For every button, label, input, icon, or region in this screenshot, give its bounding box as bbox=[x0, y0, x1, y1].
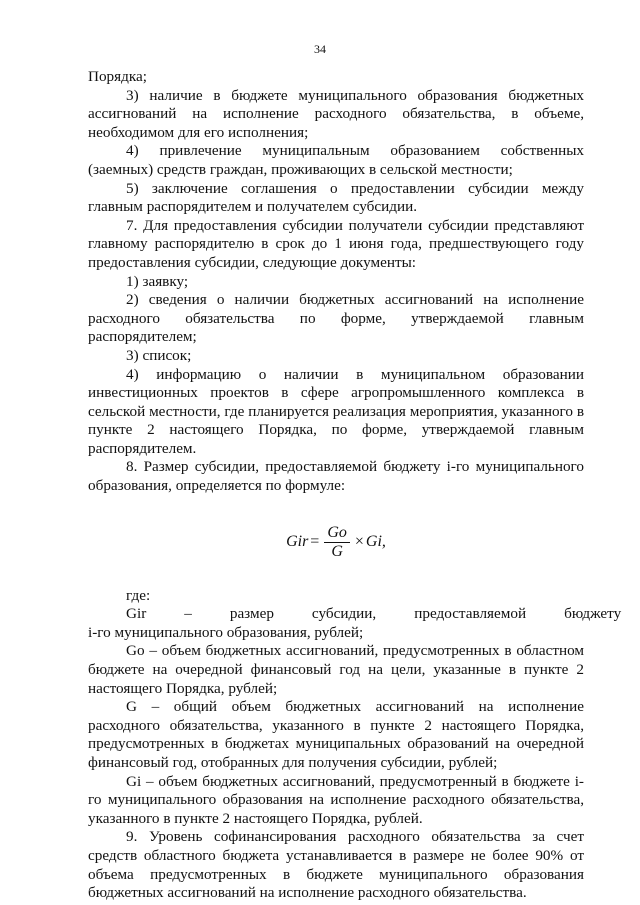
paragraph-top-5: 1) заявку; bbox=[126, 272, 189, 290]
formula-lhs: Gir bbox=[286, 532, 309, 550]
paragraph-bottom-2: Gi – объем бюджетных ассигнований, предусмотренный в бюджете i-го муниципального образования на исполнение расходного обязательства, указанного в пункте 2 настоящего Порядка, рублей. bbox=[88, 772, 584, 827]
paragraph-top-0: Порядка; bbox=[88, 68, 147, 85]
gir-definition-word: – bbox=[184, 605, 192, 623]
document-body bbox=[88, 68, 622, 903]
paragraph-top-6: 2) сведения о наличии бюджетных ассигнований на исполнение расходного обязательства по форме, утверждаемой главным распорядителем; bbox=[88, 291, 584, 346]
paragraph-top-8: 4) информацию о наличии в муниципальном образовании инвестиционных проектов в сфере агропромышленного комплекса в сельской местности, где планируется реализация мероприятия, указанного в пункте 2 настоящего Порядка, по форме, утверждаемой главным распорядителем. bbox=[88, 365, 584, 457]
gir-definition-word: предоставляемой bbox=[414, 605, 527, 623]
where-label: где: bbox=[126, 586, 151, 604]
formula-denominator: G bbox=[331, 542, 343, 560]
paragraph-bottom-1: G – общий объем бюджетных ассигнований на исполнение расходного обязательства, указанного в пункте 2 настоящего Порядка, предусмотренных в бюджетах муниципальных образований на очередной финансовый год, отобранных для получения субсидии, рублей; bbox=[88, 698, 584, 771]
paragraph-bottom-3: 9. Уровень софинансирования расходного обязательства за счет средств областного бюджета устанавливается в размере не более 90% от объема предусмотренных в бюджете муниципального образования бюджетных ассигнований на исполнение расходного обязательства. bbox=[88, 828, 584, 902]
page-number: 34 bbox=[314, 42, 326, 56]
formula-fraction bbox=[324, 524, 350, 561]
gir-definition-word: Gir bbox=[126, 605, 147, 623]
paragraph-bottom-0: Go – объем бюджетных ассигнований, предусмотренных в областном бюджете на очередной финансовый год на цели, указанные в пункте 2 настоящего Порядка, рублей; bbox=[88, 642, 584, 697]
gir-definition-word: субсидии, bbox=[311, 605, 377, 623]
formula-numerator: Go bbox=[324, 524, 350, 543]
paragraphs-top bbox=[88, 68, 584, 496]
formula-equals: = bbox=[310, 532, 320, 550]
paragraph-top-2: 4) привлечение муниципальным образованием собственных (заемных) средств граждан, проживающих в сельской местности; bbox=[88, 142, 584, 178]
paragraph-top-9: 8. Размер субсидии, предоставляемой бюджету i-го муниципального образования, определяется по формуле: bbox=[88, 458, 584, 495]
paragraph-top-3: 5) заключение соглашения о предоставлении субсидии между главным распорядителем и получателем субсидии. bbox=[88, 179, 584, 216]
paragraph-top-7: 3) список; bbox=[126, 346, 192, 364]
paragraph-top-4: 7. Для предоставления субсидии получатели субсидии представляют главному распорядителю в срок до 1 июня года, предшествующего году предоставления субсидии, следующие документы: bbox=[88, 216, 584, 271]
subsidy-formula bbox=[88, 524, 584, 561]
gir-definition-continuation: i-го муниципального образования, рублей; bbox=[88, 623, 364, 641]
gir-definition-line bbox=[88, 605, 622, 624]
gir-definition-word: размер bbox=[229, 605, 274, 623]
paragraphs-bottom bbox=[88, 642, 584, 902]
formula-times: × bbox=[354, 532, 364, 550]
gir-definition-word: бюджету bbox=[564, 605, 622, 623]
paragraph-top-1: 3) наличие в бюджете муниципального образования бюджетных ассигнований на исполнение расходного обязательства, в объеме, необходимом для его исполнения; bbox=[88, 86, 584, 141]
gir-definition bbox=[88, 605, 622, 624]
formula-rhs: Gi, bbox=[365, 532, 386, 550]
